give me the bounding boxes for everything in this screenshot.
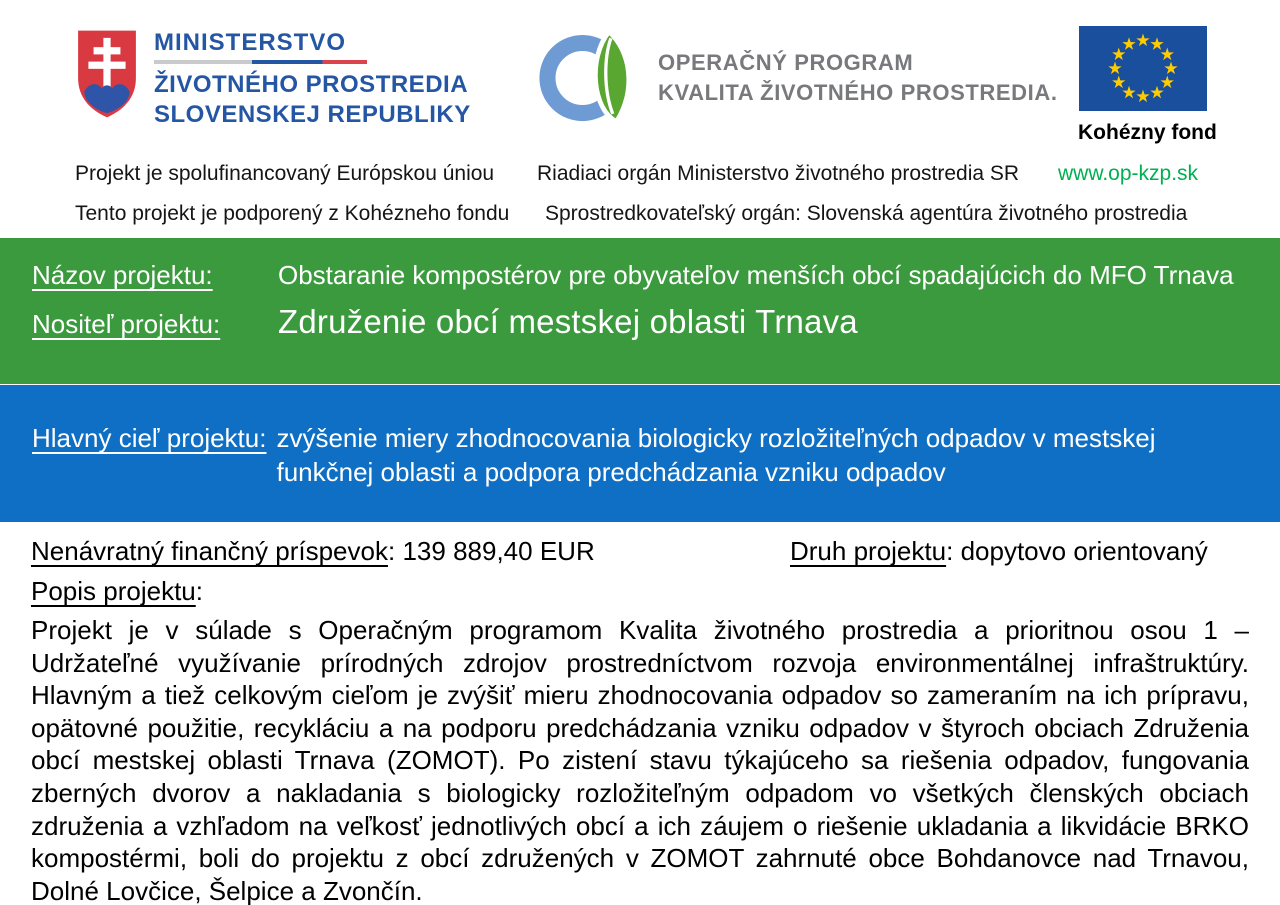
leaf-circle-icon	[538, 28, 644, 128]
grant-value: 139 889,40 EUR	[402, 536, 595, 566]
ministry-name-line3: SLOVENSKEJ REPUBLIKY	[154, 101, 471, 128]
eu-cohesion-fund-logo	[1078, 26, 1217, 145]
project-type-value: dopytovo orientovaný	[960, 536, 1208, 566]
op-kzp-website-link[interactable]: www.op-kzp.sk	[1058, 162, 1199, 185]
cofinanced-by-eu-text: Projekt je spolufinancovaný Európskou úniou	[75, 162, 495, 185]
project-name-label: Názov projektu:	[32, 260, 213, 290]
grant-colon: :	[387, 536, 396, 566]
intermediate-body-text: Sprostredkovateľský orgán: Slovenská agentúra životného prostredia	[545, 202, 1188, 225]
logo-header	[0, 0, 1280, 150]
project-holder-value: Združenie obcí mestskej oblasti Trnava	[278, 303, 858, 340]
op-kzp-logo	[538, 28, 1058, 128]
project-goal-label: Hlavný cieľ projektu:	[32, 423, 267, 453]
op-program-line2: KVALITA ŽIVOTNÉHO PROSTREDIA.	[658, 80, 1058, 105]
project-type-colon: :	[946, 536, 954, 566]
ministry-name-line1: MINISTERSTVO	[154, 29, 347, 56]
ministry-logo	[75, 28, 471, 130]
project-goal-row	[32, 421, 1252, 489]
project-name-banner	[0, 238, 1280, 384]
project-name-row	[32, 258, 1252, 292]
ministry-logo-text	[154, 28, 471, 130]
grant-amount	[31, 536, 595, 567]
description-label: Popis projektu	[31, 576, 196, 606]
project-details	[0, 536, 1280, 905]
project-holder-label: Nositeľ projektu:	[32, 309, 221, 339]
project-goal-value: zvýšenie miery zhodnocovania biologicky rozložiteľných odpadov v mestskej funkčnej oblasti a podpora predchádzania vzniku odpadov	[276, 423, 1156, 487]
project-goal-banner	[0, 385, 1280, 522]
description-heading	[31, 576, 1249, 610]
grant-and-type-row	[31, 536, 1249, 570]
eu-flag-icon	[1079, 26, 1207, 111]
description-colon: :	[195, 576, 203, 606]
ministry-tricolor-rule	[154, 60, 367, 64]
project-holder-row	[32, 302, 1252, 342]
project-type	[790, 536, 1208, 567]
project-description-text: Projekt je v súlade s Operačným programom Kvalita životného prostredia a prioritnou osou 1 – Udržateľné využívanie prírodných zdrojov prostredníctvom rozvoja environmentálnej infraštruktúry. Hlavným a tiež celkovým cieľom je zvýšiť mieru zhodnocovania odpadov so zameraním na ich prípravu, opätovné použitie, recykláciu a na podporu predchádzania vzniku odpadov v štyroch obciach Združenia obcí mestskej oblasti Trnava (ZOMOT). Po zistení stavu týkajúceho sa riešenia odpadov, fungovania zberných dvorov a nakladania s biologicky rozložiteľným odpadom vo všetkých členských obciach združenia a vzhľadom na veľkosť jednotlivých obcí a ich záujem o riešenie ukladania a likvidácie BRKO kompostérmi, boli do projektu z obcí združených v ZOMOT zahrnuté obce Bohdanovce nad Trnavou, Dolné Lovčice, Šelpice a Zvončín.	[31, 615, 1249, 905]
managing-authority-text: Riadiaci orgán Ministerstvo životného prostredia SR	[537, 162, 1020, 185]
slovak-coat-of-arms-icon	[75, 28, 139, 120]
cofinancing-info	[0, 150, 1280, 238]
project-name-value: Obstaranie kompostérov pre obyvateľov menších obcí spadajúcich do MFO Trnava	[278, 260, 1234, 290]
ministry-name-line2: ŽIVOTNÉHO PROSTREDIA	[154, 71, 469, 98]
grant-label: Nenávratný finančný príspevok	[31, 536, 388, 566]
op-program-line1: OPERAČNÝ PROGRAM	[658, 50, 914, 75]
op-kzp-logo-text	[658, 48, 1058, 108]
supported-by-fund-text: Tento projekt je podporený z Kohézneho fondu	[75, 202, 510, 225]
project-type-label: Druh projektu	[790, 536, 947, 566]
cohesion-fund-caption: Kohézny fond	[1078, 121, 1217, 144]
